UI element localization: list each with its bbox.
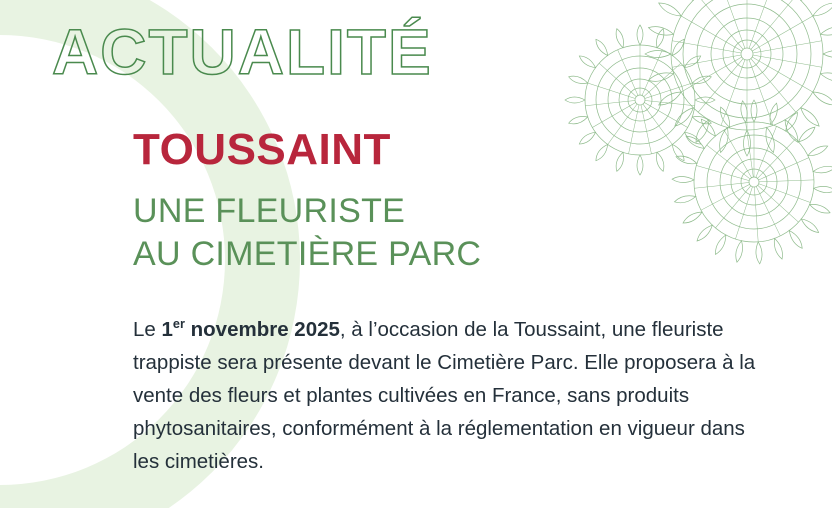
body-date-ordinal-suffix: er [172, 315, 185, 331]
subtitle-line-2: AU CIMETIÈRE PARC [133, 234, 482, 273]
page-title: TOUSSAINT [133, 125, 391, 174]
body-prefix: Le [133, 317, 162, 341]
body-rest: , à l’occasion de la Toussaint, une fleuriste trappiste sera présente devant le Cimetière Parc. Elle proposera à la vente des fleurs et plantes cultivées en France, sans produits phytosanitaires, conformément à la réglementation en vigueur dans les cimetières. [133, 317, 756, 474]
body-date-number: 1 [161, 317, 173, 341]
body-paragraph [133, 313, 773, 479]
subtitle [133, 190, 481, 275]
eyebrow-heading: ACTUALITÉ [52, 16, 433, 88]
subtitle-line-1: UNE FLEURISTE [133, 192, 406, 230]
body-date-rest: novembre 2025 [184, 317, 340, 341]
body-date [161, 315, 340, 341]
